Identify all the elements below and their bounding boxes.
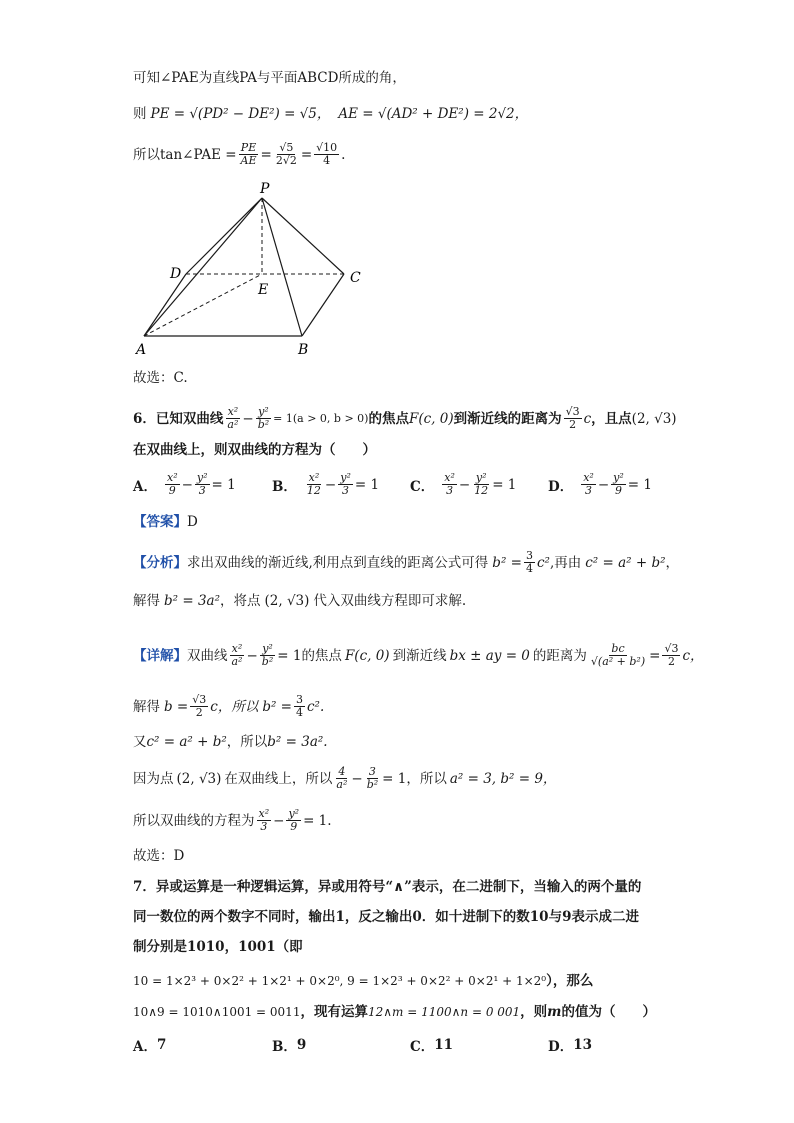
- step-text: c，所以: [210, 698, 259, 715]
- option-label: C．: [410, 478, 435, 495]
- variable-c: c: [583, 410, 592, 427]
- option-label: D．: [548, 478, 574, 495]
- variable-m: m: [547, 1004, 562, 1020]
- fraction-numerator: x²: [444, 471, 455, 484]
- formula-text: a² = 3, b² = 9，: [449, 770, 557, 787]
- fraction-denominator: 9: [168, 484, 176, 497]
- segment-ae-hidden: [144, 274, 262, 336]
- fraction-numerator: 3: [368, 765, 376, 778]
- formula-text: = 1.: [303, 812, 332, 829]
- option-fraction: [195, 472, 210, 497]
- fraction-denominator: b²: [366, 778, 379, 791]
- fraction-numerator: x²: [308, 471, 320, 484]
- focus-expression: F(c, 0): [344, 647, 390, 664]
- fraction-numerator: bc: [611, 642, 625, 655]
- fraction-numerator: y²: [340, 471, 351, 484]
- asymptote-expression: bx ± ay = 0: [449, 647, 530, 664]
- fraction-numerator: x²: [583, 471, 594, 484]
- option-label: D．: [548, 1039, 574, 1055]
- step-text: 所以双曲线的方程为: [133, 812, 255, 829]
- fraction-denominator: 3: [585, 484, 593, 497]
- point-expression: (2, √3): [176, 770, 222, 787]
- q6-step4: 所以双曲线的方程为 $\frac{\text{x²}}{3}$ − $\frac{\text{y²}}{9}$ = 1.: [133, 807, 332, 833]
- fraction-numerator: √3: [192, 693, 207, 706]
- previous-answer: [133, 368, 188, 388]
- option-value: 7: [156, 1037, 167, 1053]
- q7-line2: [133, 907, 639, 927]
- analysis-text: 代入双曲线方程即可求解.: [313, 593, 467, 609]
- detail-text: 的焦点: [301, 647, 342, 664]
- question-number: 6．: [133, 410, 156, 427]
- text-line-lengths: [133, 104, 528, 124]
- fraction-pe-ae: [239, 142, 259, 167]
- formula-text: c² = a² + b²: [585, 554, 666, 571]
- q6-step3: 因为点 (2, √3) 在双曲线上，所以 $\frac{4}{\text{a²}}$ − $\frac{3}{\text{b²}}$ = 1，所以 a² = 3, b² = 9，: [133, 765, 557, 791]
- step-text: 因为点: [133, 770, 174, 787]
- step-text: 又: [133, 734, 147, 750]
- fraction-4-a2: [334, 766, 349, 791]
- q7-line4: [133, 971, 593, 991]
- fraction-y2-9: [286, 808, 301, 833]
- fraction-denominator: 4: [525, 562, 533, 575]
- label-e: E: [258, 282, 269, 298]
- option-value: 11: [434, 1037, 454, 1053]
- focus-expression: F(c, 0): [408, 410, 454, 427]
- detail-text: 的距离为: [532, 647, 587, 664]
- detail-text: 双曲线: [187, 647, 228, 664]
- binary-expansion: 10 = 1×2³ + 0×2² + 1×2¹ + 0×2⁰, 9 = 1×2³ + 0×2² + 0×2¹ + 1×2⁰: [133, 974, 547, 988]
- q6-stem-line2: [133, 440, 376, 460]
- fraction-denominator: 2√2: [275, 154, 297, 167]
- fraction-3-4: [294, 694, 305, 719]
- fraction-denominator: 4: [323, 154, 331, 167]
- tan-prefix: 所以tan∠PAE =: [133, 146, 237, 163]
- option-label: A．: [133, 1039, 157, 1055]
- fraction-numerator: y²: [258, 405, 269, 418]
- option-a[interactable]: A． $\frac{\text{x²}}{9}$ − $\frac{\text{y²}}{3}$ = 1: [133, 471, 236, 497]
- step-text: 在双曲线上，所以: [224, 770, 333, 787]
- option-value: 13: [573, 1037, 593, 1053]
- option-b[interactable]: B． $\frac{\text{x²}}{12}$ − $\frac{\text{y²}}{3}$ = 1: [272, 471, 380, 497]
- fraction-denominator: 3: [260, 820, 268, 833]
- pyramid-figure: [130, 178, 380, 360]
- analysis-text: 求出双曲线的渐近线,利用点到直线的距离公式可得: [187, 554, 489, 571]
- answer-text: 故选：C.: [133, 370, 188, 386]
- step-text: ，所以: [226, 734, 268, 750]
- formula-text: b² =: [492, 554, 522, 571]
- prefix-text: 则: [133, 106, 147, 122]
- label-d: D: [170, 266, 182, 282]
- edge-pc: [262, 198, 344, 274]
- option-rhs: = 1: [211, 476, 236, 493]
- analysis-tag: 【分析】: [133, 554, 187, 571]
- formula-text: c²: [536, 554, 550, 571]
- stem-text: 到渐近线的距离为: [453, 410, 562, 427]
- stem-text: ，则: [520, 1004, 548, 1020]
- fraction-denominator: √(a² + b²): [590, 655, 646, 668]
- formula-text: c，: [682, 647, 704, 664]
- stem-text: 已知双曲线: [155, 410, 224, 427]
- formula-text: b² = 3a².: [267, 734, 328, 750]
- stem-text: 的焦点: [368, 410, 409, 427]
- angle-statement: 可知∠PAE为直线PA与平面ABCD所成的角，: [133, 70, 406, 86]
- option-fraction: [472, 472, 490, 497]
- fraction-y2-b2: [260, 643, 275, 668]
- formula-text: = 1: [277, 647, 302, 664]
- stem-text: 在双曲线上，则双曲线的方程为（ ）: [133, 442, 376, 458]
- fraction-denominator: a²: [227, 418, 239, 431]
- option-rhs: = 1: [492, 476, 517, 493]
- fraction-numerator: √5: [279, 141, 294, 154]
- q6-answer-line: [133, 512, 198, 532]
- formula-text: b =: [164, 698, 189, 715]
- q6-analysis-line1: [133, 550, 679, 575]
- analysis-text: ，将点: [220, 593, 261, 609]
- q7-option-d[interactable]: [548, 1035, 592, 1055]
- equation-condition: = 1(a > 0, b > 0): [273, 411, 369, 425]
- q6-step1: [133, 694, 324, 719]
- label-a: A: [136, 342, 147, 358]
- fraction-sqrt3-2: [662, 643, 680, 668]
- option-value: 9: [296, 1037, 307, 1053]
- fraction-denominator: 4: [296, 706, 303, 719]
- q6-analysis-line2: [133, 591, 466, 611]
- fraction-numerator: x²: [227, 405, 239, 418]
- label-c: C: [350, 270, 361, 286]
- fraction-denominator: 9: [290, 820, 298, 833]
- fraction-numerator: y²: [613, 471, 624, 484]
- fraction-sqrt3-2: [190, 694, 208, 719]
- fraction-numerator: y²: [196, 471, 208, 484]
- fraction-denominator: 2: [667, 655, 675, 668]
- fraction-root5: [274, 142, 299, 167]
- q7-line3: [133, 937, 303, 957]
- equals-sign: =: [649, 647, 661, 664]
- fraction-numerator: y²: [262, 642, 273, 655]
- option-fraction: [442, 472, 457, 497]
- option-fraction: [611, 472, 626, 497]
- fraction-denominator: b²: [257, 418, 270, 431]
- stem-text: 的值为（ ）: [561, 1004, 656, 1020]
- fraction-numerator: √10: [316, 141, 338, 154]
- option-rhs: = 1: [627, 476, 652, 493]
- stem-text: ），那么: [546, 973, 594, 989]
- option-fraction: [338, 472, 353, 497]
- fraction-denominator: 3: [446, 484, 454, 497]
- fraction-numerator: PE: [240, 141, 257, 154]
- fraction-denominator: 2: [569, 418, 577, 431]
- fraction-numerator: x²: [166, 471, 178, 484]
- label-p: P: [260, 181, 270, 197]
- edge-ad: [144, 274, 186, 336]
- fraction-3-4: [524, 550, 535, 575]
- fraction-denominator: 2: [195, 706, 203, 719]
- fraction-numerator: √3: [664, 642, 679, 655]
- fraction-distance: [589, 643, 647, 668]
- fraction-numerator: y²: [288, 807, 300, 820]
- ae-formula: AE = √(AD² + DE²) = 2√2，: [338, 106, 529, 122]
- detail-text: 到渐近线: [392, 647, 447, 664]
- xor-example: 10∧9 = 1010∧1001 = 0011: [133, 1005, 301, 1019]
- fraction-denominator: a²: [231, 655, 243, 668]
- fraction-denominator: 3: [198, 484, 206, 497]
- q6-detail-line1: 【详解】 双曲线 $\frac{\text{x²}}{\text{a²}}$ − $\frac{\text{y²}}{\text{b²}}$ = 1 的焦点 F(c, 0) 到渐近线 bx ± ay = 0 的距离为 $\frac{bc}{\text{√(a² + b²)}}$ = $\frac{√3}{2}$ c，: [133, 642, 704, 668]
- stem-text: 7．异或运算是一种逻辑运算，异或用符号“∧”表示，在二进制下，当输入的两个量的: [133, 879, 642, 895]
- formula-text: c² = a² + b²: [146, 734, 227, 750]
- analysis-text: 解得: [133, 593, 160, 609]
- option-label: B．: [272, 478, 297, 495]
- fraction-numerator: x²: [258, 807, 270, 820]
- fraction-denominator: 3: [342, 484, 350, 497]
- fraction-numerator: x²: [231, 642, 243, 655]
- fraction-numerator: 3: [296, 693, 303, 706]
- q7-line5: [133, 1002, 656, 1022]
- stem-text: 同一数位的两个数字不同时，输出1，反之输出0．如十进制下的数10与9表示成二进: [133, 909, 639, 925]
- fraction-x2-a2: [225, 406, 240, 431]
- step-text: = 1，所以: [382, 770, 447, 787]
- fraction-denominator: 12: [474, 484, 489, 497]
- fraction-numerator: 3: [525, 549, 533, 562]
- fraction-3-b2: [365, 766, 380, 791]
- fraction-denominator: a²: [336, 778, 348, 791]
- fraction-denominator: AE: [240, 154, 257, 167]
- q6-final-answer: [133, 846, 184, 866]
- fraction-sqrt3-2: [564, 406, 582, 431]
- analysis-text: ，: [665, 554, 680, 571]
- option-d[interactable]: D． $\frac{\text{x²}}{3}$ − $\frac{\text{y²}}{9}$ = 1: [548, 471, 652, 497]
- fraction-numerator: √3: [565, 405, 580, 418]
- point-expression: (2, √3): [264, 593, 310, 609]
- formula-text: b² =: [262, 698, 292, 715]
- label-b: B: [298, 342, 309, 358]
- stem-text: ，现有运算: [300, 1004, 368, 1020]
- q7-option-a[interactable]: [133, 1035, 166, 1055]
- xor-operation: 12∧m = 1100∧n = 0 001: [367, 1005, 521, 1019]
- point-expression: (2, √3): [631, 410, 677, 427]
- option-rhs: = 1: [354, 476, 380, 493]
- detail-tag: 【详解】: [133, 647, 187, 664]
- option-fraction: [581, 472, 596, 497]
- formula-text: c².: [307, 698, 325, 715]
- fraction-x2-3: [257, 808, 272, 833]
- fraction-root10: [314, 142, 339, 167]
- edge-pb: [262, 198, 302, 336]
- option-fraction: [165, 472, 180, 497]
- formula-text: b² = 3a²: [164, 593, 220, 609]
- q7-option-c[interactable]: [410, 1035, 453, 1055]
- text-line-angle: [133, 68, 406, 88]
- pe-formula: PE = √(PD² − DE²) = √5，: [150, 106, 331, 122]
- option-c[interactable]: C． $\frac{\text{x²}}{3}$ − $\frac{\text{y²}}{12}$ = 1: [410, 471, 517, 497]
- analysis-text: ,再由: [549, 554, 582, 571]
- fraction-x2-a2: [230, 643, 245, 668]
- fraction-denominator: 9: [614, 484, 622, 497]
- fraction-denominator: 12: [306, 484, 321, 497]
- q7-line1: [133, 877, 641, 897]
- q6-step2: [133, 732, 328, 752]
- answer-value: D: [187, 514, 198, 530]
- option-label: A．: [133, 478, 157, 495]
- edge-bc: [302, 274, 344, 336]
- option-fraction: [305, 472, 323, 497]
- stem-text: 制分别是1010，1001（即: [133, 939, 303, 955]
- q7-option-b[interactable]: [272, 1035, 306, 1055]
- fraction-denominator: b²: [261, 655, 274, 668]
- edge-pa: [144, 198, 262, 336]
- q6-stem-line1: 6． 已知双曲线 $\frac{\text{x²}}{\text{a²}}$ − $\frac{\text{y²}}{\text{b²}}$ = 1(a > 0, b > 0) 的焦点 F(c, 0) 到渐近线的距离为 $\frac{√3}{2}$ c ，且点 (2, √3): [133, 405, 677, 431]
- fraction-y2-b2: [256, 406, 271, 431]
- option-label: C．: [410, 1039, 435, 1055]
- step-text: 解得: [133, 698, 160, 715]
- answer-text: 故选：D: [133, 848, 185, 864]
- text-line-tan: 所以tan∠PAE = $\frac{PE}{AE}$ = $\frac{√5}{2√2}$ = $\frac{√10}{4}$ .: [133, 141, 346, 167]
- fraction-numerator: 4: [338, 765, 346, 778]
- option-label: B．: [272, 1039, 297, 1055]
- stem-text: ，且点: [591, 410, 632, 427]
- answer-tag: 【答案】: [133, 514, 187, 530]
- fraction-numerator: y²: [475, 471, 487, 484]
- edge-pd: [186, 198, 262, 274]
